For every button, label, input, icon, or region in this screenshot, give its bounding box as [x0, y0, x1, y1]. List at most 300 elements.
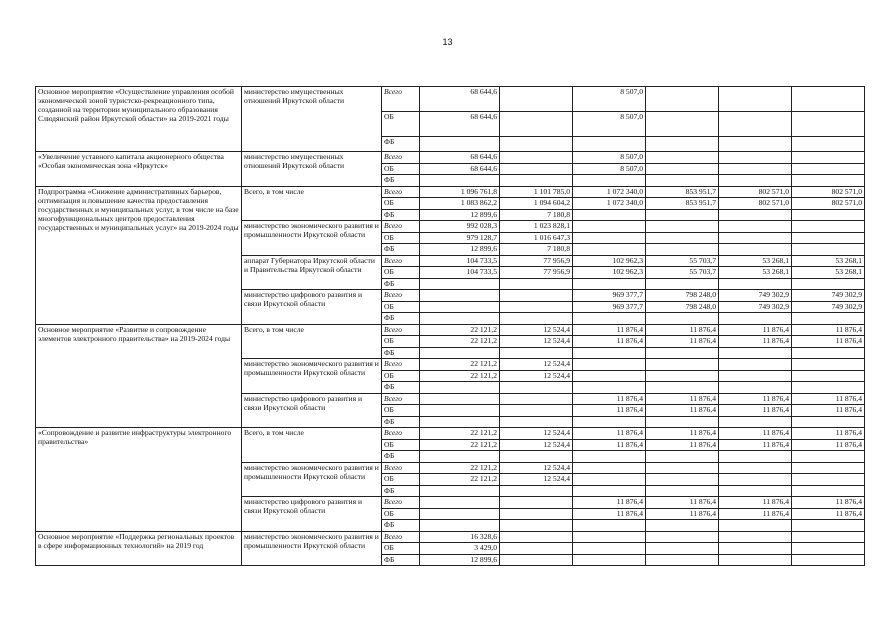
amount-cell: 53 268,1: [719, 267, 792, 279]
source-label: ФБ: [382, 451, 420, 463]
amount-cell: [719, 370, 792, 382]
amount-cell: [420, 451, 500, 463]
amount-cell: [420, 382, 500, 394]
amount-cell: [719, 543, 792, 555]
amount-cell: [420, 508, 500, 520]
amount-cell: 1 101 785,0: [500, 186, 573, 198]
amount-cell: 992 028,3: [420, 221, 500, 233]
amount-cell: [719, 462, 792, 474]
amount-cell: [792, 278, 865, 290]
amount-cell: [573, 313, 646, 325]
amount-cell: [420, 393, 500, 405]
amount-cell: 8 507,0: [573, 87, 646, 112]
amount-cell: 68 644,6: [420, 152, 500, 164]
amount-cell: 969 377,7: [573, 290, 646, 302]
amount-cell: 55 703,7: [646, 255, 719, 267]
amount-cell: [719, 416, 792, 428]
amount-cell: [719, 175, 792, 187]
amount-cell: 104 733,5: [420, 255, 500, 267]
amount-cell: [646, 520, 719, 532]
source-label: ФБ: [382, 485, 420, 497]
amount-cell: [573, 554, 646, 566]
amount-cell: [646, 209, 719, 221]
amount-cell: [646, 221, 719, 233]
amount-cell: 11 876,4: [573, 497, 646, 509]
amount-cell: [646, 451, 719, 463]
amount-cell: 77 956,9: [500, 255, 573, 267]
source-label: Всего: [382, 324, 420, 336]
amount-cell: [792, 474, 865, 486]
amount-cell: [573, 278, 646, 290]
amount-cell: [792, 543, 865, 555]
amount-cell: [719, 520, 792, 532]
amount-cell: [646, 554, 719, 566]
source-label: ФБ: [382, 278, 420, 290]
amount-cell: 749 302,9: [792, 301, 865, 313]
amount-cell: 1 094 604,2: [500, 198, 573, 210]
amount-cell: [500, 405, 573, 417]
amount-cell: [573, 347, 646, 359]
amount-cell: [573, 221, 646, 233]
amount-cell: [646, 474, 719, 486]
amount-cell: 11 876,4: [573, 324, 646, 336]
source-label: Всего: [382, 531, 420, 543]
amount-cell: 11 876,4: [646, 439, 719, 451]
amount-cell: 11 876,4: [792, 497, 865, 509]
amount-cell: 53 268,1: [792, 255, 865, 267]
amount-cell: 12 524,4: [500, 474, 573, 486]
source-label: ОБ: [382, 112, 420, 137]
amount-cell: [792, 347, 865, 359]
amount-cell: 979 128,7: [420, 232, 500, 244]
measure-description: Подпрограмма «Снижение административных барьеров, оптимизация и повышение качества предоставления государственных и муниципальных услуг, в том числе на базе многофункциональных центров предоставления государственных и муниципальных услуг» на 2019-2024 годы: [36, 186, 242, 324]
source-label: ФБ: [382, 554, 420, 566]
amount-cell: 1 016 647,3: [500, 232, 573, 244]
amount-cell: 22 121,2: [420, 439, 500, 451]
amount-cell: [500, 451, 573, 463]
amount-cell: [719, 347, 792, 359]
amount-cell: 798 248,0: [646, 301, 719, 313]
amount-cell: 12 524,4: [500, 359, 573, 371]
executor-cell: министерство цифрового развития и связи Иркутской области: [242, 497, 382, 532]
amount-cell: [573, 543, 646, 555]
executor-cell: Всего, в том числе: [242, 324, 382, 359]
amount-cell: [573, 451, 646, 463]
amount-cell: 798 248,0: [646, 290, 719, 302]
amount-cell: [420, 137, 500, 152]
amount-cell: 102 962,3: [573, 255, 646, 267]
source-label: Всего: [382, 393, 420, 405]
amount-cell: 969 377,7: [573, 301, 646, 313]
source-label: ОБ: [382, 543, 420, 555]
amount-cell: [500, 416, 573, 428]
amount-cell: 1 072 340,0: [573, 198, 646, 210]
amount-cell: [573, 209, 646, 221]
source-label: ОБ: [382, 474, 420, 486]
amount-cell: [719, 554, 792, 566]
amount-cell: 11 876,4: [646, 405, 719, 417]
amount-cell: [573, 359, 646, 371]
amount-cell: [719, 485, 792, 497]
amount-cell: 104 733,5: [420, 267, 500, 279]
amount-cell: [792, 163, 865, 175]
amount-cell: 749 302,9: [719, 290, 792, 302]
amount-cell: [719, 221, 792, 233]
source-label: ОБ: [382, 232, 420, 244]
source-label: ОБ: [382, 267, 420, 279]
amount-cell: [646, 163, 719, 175]
amount-cell: [420, 405, 500, 417]
measure-description: Основное мероприятие «Развитие и сопровождение элементов электронного правительства» на 2019-2024 годы: [36, 324, 242, 428]
amount-cell: 68 644,6: [420, 87, 500, 112]
amount-cell: [792, 221, 865, 233]
amount-cell: 11 876,4: [719, 439, 792, 451]
executor-cell: министерство экономического развития и промышленности Иркутской области: [242, 531, 382, 566]
amount-cell: [500, 543, 573, 555]
amount-cell: [792, 152, 865, 164]
source-label: Всего: [382, 221, 420, 233]
amount-cell: [573, 416, 646, 428]
amount-cell: [719, 244, 792, 256]
amount-cell: [573, 382, 646, 394]
amount-cell: [646, 531, 719, 543]
amount-cell: 1 072 340,0: [573, 186, 646, 198]
amount-cell: 53 268,1: [792, 267, 865, 279]
amount-cell: 11 876,4: [719, 497, 792, 509]
amount-cell: 749 302,9: [792, 290, 865, 302]
executor-cell: министерство цифрового развития и связи Иркутской области: [242, 393, 382, 428]
amount-cell: [500, 531, 573, 543]
amount-cell: 11 876,4: [573, 428, 646, 440]
amount-cell: 22 121,2: [420, 370, 500, 382]
budget-table-body: [36, 87, 865, 566]
amount-cell: [500, 508, 573, 520]
budget-table: [35, 86, 865, 566]
amount-cell: [646, 278, 719, 290]
executor-cell: министерство экономического развития и промышленности Иркутской области: [242, 359, 382, 394]
amount-cell: 802 571,0: [792, 198, 865, 210]
amount-cell: 11 876,4: [646, 336, 719, 348]
executor-cell: министерство экономического развития и промышленности Иркутской области: [242, 221, 382, 256]
source-label: Всего: [382, 359, 420, 371]
amount-cell: [646, 152, 719, 164]
amount-cell: [573, 175, 646, 187]
amount-cell: [646, 87, 719, 112]
source-label: ФБ: [382, 416, 420, 428]
amount-cell: 22 121,2: [420, 462, 500, 474]
amount-cell: [646, 175, 719, 187]
amount-cell: 802 571,0: [719, 186, 792, 198]
amount-cell: [719, 531, 792, 543]
amount-cell: [573, 531, 646, 543]
amount-cell: 749 302,9: [719, 301, 792, 313]
amount-cell: [500, 137, 573, 152]
amount-cell: [646, 137, 719, 152]
amount-cell: [792, 520, 865, 532]
amount-cell: [646, 359, 719, 371]
amount-cell: [573, 474, 646, 486]
amount-cell: 22 121,2: [420, 324, 500, 336]
amount-cell: 853 951,7: [646, 198, 719, 210]
measure-description: Основное мероприятие «Осуществление управления особой экономической зоной туристско-рекреационного типа, созданной на территории муниципального образования Слюдянский район Иркутской области» на 2019-2021 годы: [36, 87, 242, 152]
amount-cell: 12 524,4: [500, 439, 573, 451]
amount-cell: [500, 554, 573, 566]
amount-cell: [420, 485, 500, 497]
amount-cell: [792, 485, 865, 497]
amount-cell: 11 876,4: [646, 393, 719, 405]
amount-cell: [420, 347, 500, 359]
amount-cell: 1 083 862,2: [420, 198, 500, 210]
amount-cell: 11 876,4: [646, 428, 719, 440]
amount-cell: [573, 137, 646, 152]
amount-cell: [646, 370, 719, 382]
executor-cell: министерство имущественных отношений Иркутской области: [242, 152, 382, 187]
amount-cell: [646, 244, 719, 256]
amount-cell: 11 876,4: [573, 336, 646, 348]
amount-cell: 11 876,4: [792, 393, 865, 405]
source-label: Всего: [382, 255, 420, 267]
amount-cell: [792, 87, 865, 112]
source-label: ОБ: [382, 508, 420, 520]
amount-cell: 12 524,4: [500, 370, 573, 382]
amount-cell: 11 876,4: [573, 508, 646, 520]
table-row: [36, 324, 865, 336]
executor-cell: министерство имущественных отношений Иркутской области: [242, 87, 382, 152]
amount-cell: [420, 497, 500, 509]
amount-cell: [500, 520, 573, 532]
amount-cell: 7 180,8: [500, 244, 573, 256]
amount-cell: [646, 347, 719, 359]
amount-cell: [420, 301, 500, 313]
amount-cell: [646, 485, 719, 497]
amount-cell: [500, 301, 573, 313]
amount-cell: [646, 462, 719, 474]
amount-cell: [420, 290, 500, 302]
amount-cell: [719, 152, 792, 164]
source-label: Всего: [382, 186, 420, 198]
amount-cell: [792, 416, 865, 428]
executor-cell: министерство экономического развития и промышленности Иркутской области: [242, 462, 382, 497]
amount-cell: 68 644,6: [420, 163, 500, 175]
amount-cell: 3 429,0: [420, 543, 500, 555]
amount-cell: 11 876,4: [719, 508, 792, 520]
amount-cell: 11 876,4: [646, 508, 719, 520]
amount-cell: 11 876,4: [719, 324, 792, 336]
amount-cell: 53 268,1: [719, 255, 792, 267]
amount-cell: 11 876,4: [792, 324, 865, 336]
amount-cell: 12 524,4: [500, 428, 573, 440]
source-label: Всего: [382, 462, 420, 474]
source-label: ОБ: [382, 405, 420, 417]
amount-cell: 12 899,6: [420, 554, 500, 566]
amount-cell: [500, 497, 573, 509]
source-label: ФБ: [382, 209, 420, 221]
amount-cell: 102 962,3: [573, 267, 646, 279]
amount-cell: [792, 137, 865, 152]
source-label: ОБ: [382, 370, 420, 382]
amount-cell: 11 876,4: [719, 393, 792, 405]
amount-cell: 12 524,4: [500, 324, 573, 336]
amount-cell: 11 876,4: [646, 324, 719, 336]
source-label: ОБ: [382, 163, 420, 175]
amount-cell: 8 507,0: [573, 163, 646, 175]
amount-cell: [719, 278, 792, 290]
table-row: [36, 428, 865, 440]
source-label: ФБ: [382, 347, 420, 359]
amount-cell: 55 703,7: [646, 267, 719, 279]
amount-cell: [646, 416, 719, 428]
amount-cell: [719, 232, 792, 244]
amount-cell: [719, 112, 792, 137]
amount-cell: 11 876,4: [573, 393, 646, 405]
amount-cell: [420, 520, 500, 532]
amount-cell: 12 524,4: [500, 462, 573, 474]
amount-cell: [573, 485, 646, 497]
amount-cell: [792, 175, 865, 187]
amount-cell: 7 180,8: [500, 209, 573, 221]
table-row: [36, 531, 865, 543]
amount-cell: [573, 244, 646, 256]
amount-cell: [420, 175, 500, 187]
source-label: ФБ: [382, 382, 420, 394]
amount-cell: [792, 232, 865, 244]
amount-cell: 11 876,4: [719, 405, 792, 417]
executor-cell: аппарат Губернатора Иркутской области и Правительства Иркутской области: [242, 255, 382, 290]
amount-cell: [792, 462, 865, 474]
amount-cell: [792, 382, 865, 394]
amount-cell: 16 328,6: [420, 531, 500, 543]
amount-cell: [719, 137, 792, 152]
amount-cell: [420, 313, 500, 325]
amount-cell: 11 876,4: [573, 439, 646, 451]
amount-cell: [500, 485, 573, 497]
amount-cell: 8 507,0: [573, 112, 646, 137]
amount-cell: [420, 416, 500, 428]
source-label: Всего: [382, 290, 420, 302]
source-label: ФБ: [382, 137, 420, 152]
amount-cell: [573, 232, 646, 244]
amount-cell: [792, 244, 865, 256]
amount-cell: [719, 87, 792, 112]
amount-cell: [500, 278, 573, 290]
amount-cell: 11 876,4: [792, 439, 865, 451]
amount-cell: 1 023 828,1: [500, 221, 573, 233]
amount-cell: [792, 313, 865, 325]
amount-cell: [719, 209, 792, 221]
amount-cell: 853 951,7: [646, 186, 719, 198]
amount-cell: 11 876,4: [646, 497, 719, 509]
amount-cell: [573, 370, 646, 382]
table-row: [36, 87, 865, 112]
amount-cell: [646, 112, 719, 137]
amount-cell: 68 644,6: [420, 112, 500, 137]
source-label: Всего: [382, 87, 420, 112]
amount-cell: 12 899,6: [420, 244, 500, 256]
source-label: ФБ: [382, 313, 420, 325]
measure-description: «Увеличение уставного капитала акционерного общества «Особая экономическая зона «Иркутск»: [36, 152, 242, 187]
amount-cell: [719, 382, 792, 394]
source-label: ФБ: [382, 244, 420, 256]
measure-description: Основное мероприятие «Поддержка региональных проектов в сфере информационных технологий» на 2019 год: [36, 531, 242, 566]
amount-cell: 22 121,2: [420, 336, 500, 348]
source-label: ОБ: [382, 336, 420, 348]
amount-cell: [646, 543, 719, 555]
amount-cell: [646, 313, 719, 325]
source-label: Всего: [382, 428, 420, 440]
amount-cell: [719, 451, 792, 463]
amount-cell: 11 876,4: [792, 405, 865, 417]
amount-cell: 11 876,4: [719, 336, 792, 348]
amount-cell: 802 571,0: [719, 198, 792, 210]
measure-description: «Сопровождение и развитие инфраструктуры электронного правительства»: [36, 428, 242, 532]
amount-cell: [573, 520, 646, 532]
amount-cell: 802 571,0: [792, 186, 865, 198]
amount-cell: [792, 112, 865, 137]
amount-cell: 11 876,4: [573, 405, 646, 417]
amount-cell: 11 876,4: [792, 508, 865, 520]
amount-cell: [646, 382, 719, 394]
amount-cell: 22 121,2: [420, 428, 500, 440]
amount-cell: [500, 152, 573, 164]
source-label: ОБ: [382, 301, 420, 313]
source-label: Всего: [382, 497, 420, 509]
amount-cell: 12 524,4: [500, 336, 573, 348]
amount-cell: [646, 232, 719, 244]
amount-cell: [500, 393, 573, 405]
source-label: ОБ: [382, 198, 420, 210]
executor-cell: Всего, в том числе: [242, 428, 382, 463]
amount-cell: [792, 531, 865, 543]
amount-cell: [792, 209, 865, 221]
amount-cell: [500, 347, 573, 359]
amount-cell: [500, 290, 573, 302]
amount-cell: [500, 112, 573, 137]
source-label: ОБ: [382, 439, 420, 451]
amount-cell: [500, 382, 573, 394]
table-row: [36, 152, 865, 164]
source-label: ФБ: [382, 175, 420, 187]
amount-cell: [420, 278, 500, 290]
table-row: [36, 186, 865, 198]
amount-cell: 12 899,6: [420, 209, 500, 221]
amount-cell: [792, 554, 865, 566]
amount-cell: 22 121,2: [420, 359, 500, 371]
amount-cell: [792, 370, 865, 382]
source-label: Всего: [382, 152, 420, 164]
executor-cell: Всего, в том числе: [242, 186, 382, 221]
executor-cell: министерство цифрового развития и связи Иркутской области: [242, 290, 382, 325]
amount-cell: [792, 359, 865, 371]
amount-cell: 11 876,4: [792, 428, 865, 440]
amount-cell: 22 121,2: [420, 474, 500, 486]
amount-cell: [500, 87, 573, 112]
amount-cell: [719, 359, 792, 371]
amount-cell: 1 096 761,8: [420, 186, 500, 198]
amount-cell: 11 876,4: [792, 336, 865, 348]
amount-cell: 8 507,0: [573, 152, 646, 164]
amount-cell: 77 956,9: [500, 267, 573, 279]
amount-cell: [500, 163, 573, 175]
amount-cell: [573, 462, 646, 474]
amount-cell: [792, 451, 865, 463]
amount-cell: [719, 474, 792, 486]
amount-cell: [500, 313, 573, 325]
amount-cell: [500, 175, 573, 187]
source-label: ФБ: [382, 520, 420, 532]
page-number: 13: [442, 37, 453, 47]
amount-cell: 11 876,4: [719, 428, 792, 440]
amount-cell: [719, 163, 792, 175]
